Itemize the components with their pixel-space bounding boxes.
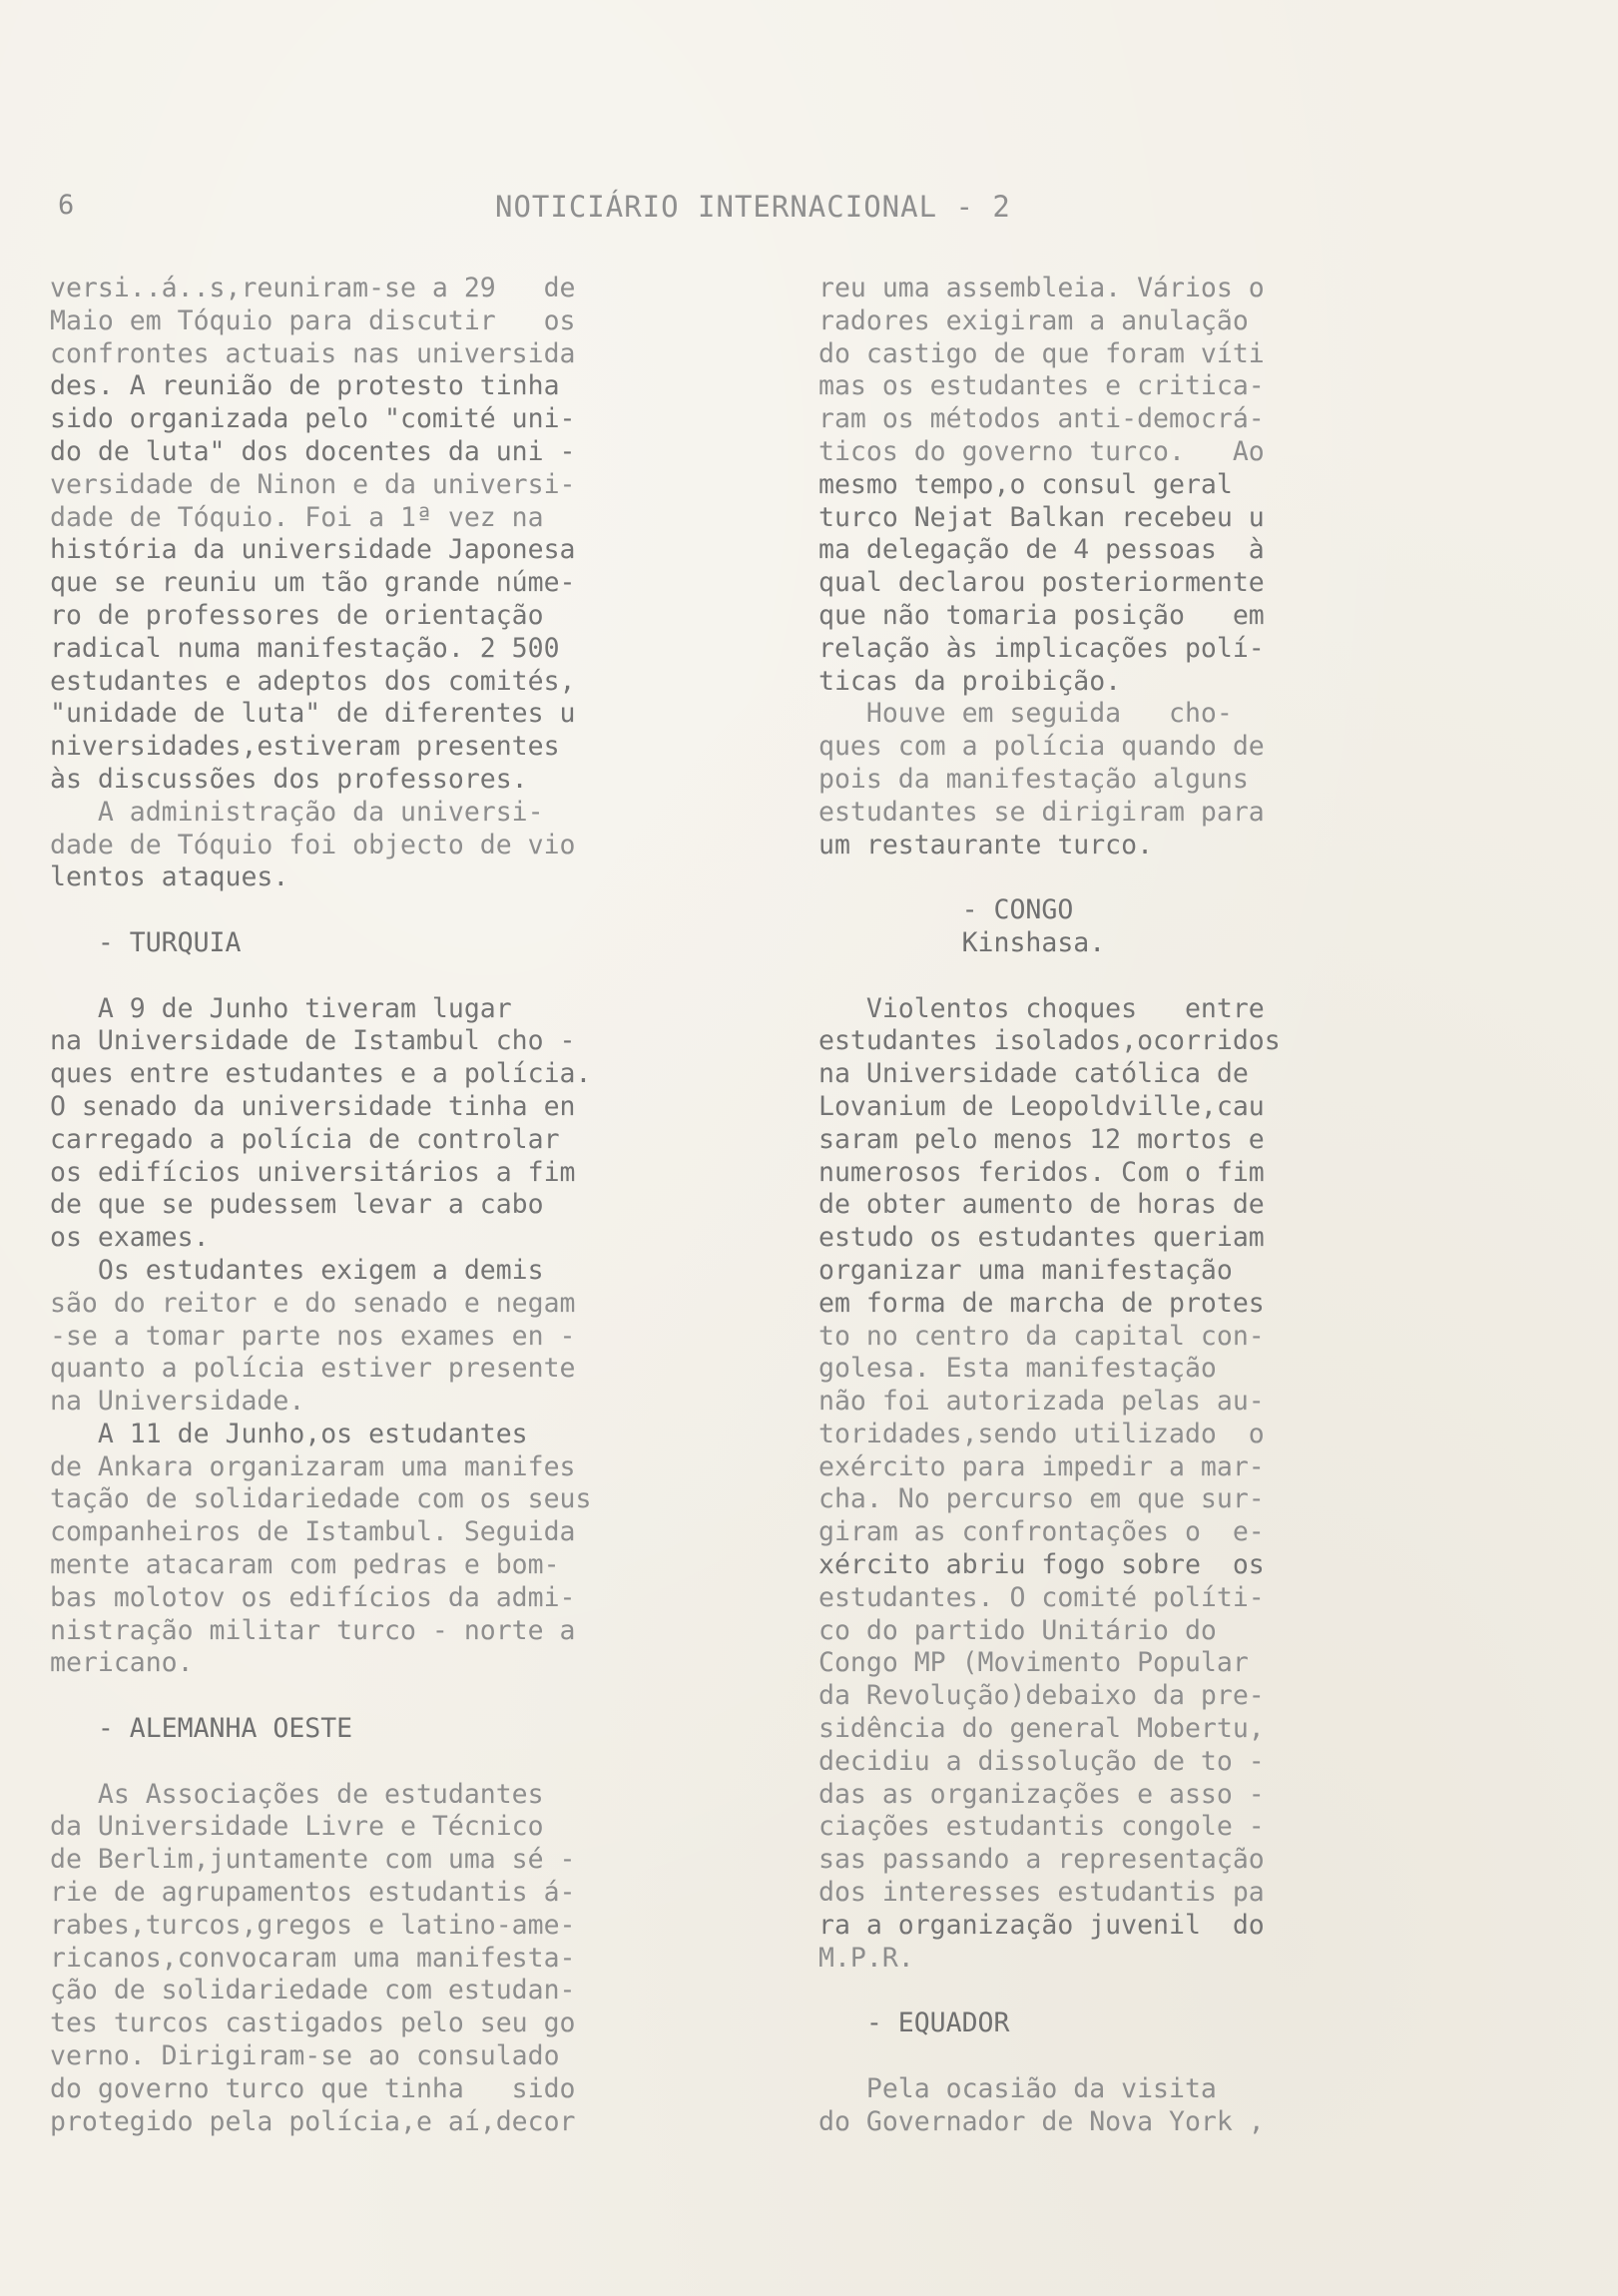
page-header: [0, 190, 1618, 230]
right-column: [818, 273, 1517, 2138]
right-column-line: pois da manifestação alguns: [818, 763, 1249, 795]
right-column-line: - EQUADOR: [818, 2008, 1010, 2039]
right-column-line: Pela ocasião da visita: [818, 2072, 1217, 2104]
left-column-line: rie de agrupamentos estudantis á-: [50, 1877, 576, 1909]
left-column-line: mente atacaram com pedras e bom-: [50, 1549, 560, 1581]
right-column-line: turco Nejat Balkan recebeu u: [818, 501, 1265, 533]
left-column-line: às discussões dos professores.: [50, 763, 528, 795]
right-column-line: Houve em seguida cho-: [818, 698, 1233, 730]
left-column-line: dade de Tóquio foi objecto de vio: [50, 829, 576, 861]
left-column-line: ricanos,convocaram uma manifesta-: [50, 1942, 576, 1974]
left-column-line: do de luta" dos docentes da uni -: [50, 435, 576, 467]
left-column-line: Maio em Tóquio para discutir os: [50, 304, 576, 336]
left-column-line: do governo turco que tinha sido: [50, 2072, 576, 2104]
right-column-line: ticos do governo turco. Ao: [818, 435, 1265, 467]
left-column-line: da Universidade Livre e Técnico: [50, 1811, 544, 1843]
left-column: [50, 273, 749, 2138]
right-column-line: [818, 1975, 1517, 2008]
right-column-line: estudo os estudantes queriam: [818, 1222, 1265, 1254]
right-column-line: qual declarou posteriormente: [818, 567, 1265, 599]
right-column-line: um restaurante turco.: [818, 829, 1154, 861]
left-column-line: niversidades,estiveram presentes: [50, 731, 560, 763]
left-column-line: tes turcos castigados pelo seu go: [50, 2008, 576, 2039]
right-column-line: Kinshasa.: [818, 926, 1106, 958]
left-column-line: na Universidade.: [50, 1386, 305, 1418]
left-column-line: de Berlim,juntamente com uma sé -: [50, 1844, 576, 1876]
right-column-line: estudantes se dirigiram para: [818, 796, 1265, 828]
left-column-line: quanto a polícia estiver presente: [50, 1353, 576, 1385]
right-column-line: da Revolução)debaixo da pre-: [818, 1680, 1265, 1712]
left-column-line: que se reuniu um tão grande núme-: [50, 567, 576, 599]
left-column-line: versidade de Ninon e da universi-: [50, 468, 576, 500]
left-column-line: os edifícios universitários a fim: [50, 1156, 576, 1188]
right-column-line: sas passando a representação: [818, 1844, 1265, 1876]
right-column-line: reu uma assembleia. Vários o: [818, 273, 1265, 303]
right-column-line: golesa. Esta manifestação: [818, 1353, 1217, 1385]
right-column-line: do castigo de que foram víti: [818, 337, 1265, 369]
right-column-line: Lovanium de Leopoldville,cau: [818, 1090, 1265, 1122]
page-number: 6: [58, 190, 75, 221]
right-column-line: estudantes isolados,ocorridos: [818, 1025, 1281, 1057]
left-column-line: des. A reunião de protesto tinha: [50, 370, 560, 402]
right-column-line: giram as confrontações o e-: [818, 1516, 1265, 1548]
left-column-line: Os estudantes exigem a demis: [50, 1254, 544, 1286]
right-column-line: organizar uma manifestação: [818, 1254, 1233, 1286]
left-column-line: rabes,turcos,gregos e latino-ame-: [50, 1909, 576, 1941]
left-column-line: nistração militar turco - norte a: [50, 1614, 576, 1646]
left-column-line: são do reitor e do senado e negam: [50, 1287, 576, 1319]
right-column-line: exército para impedir a mar-: [818, 1450, 1265, 1482]
left-column-line: história da universidade Japonesa: [50, 534, 576, 566]
left-column-line: carregado a polícia de controlar: [50, 1123, 560, 1155]
left-column-line: radical numa manifestação. 2 500: [50, 632, 560, 664]
right-column-line: [818, 960, 1517, 993]
right-column-line: ma delegação de 4 pessoas à: [818, 534, 1265, 566]
left-column-line: de Ankara organizaram uma manifes: [50, 1450, 576, 1482]
right-column-line: que não tomaria posição em: [818, 599, 1265, 631]
right-column-line: ques com a polícia quando de: [818, 731, 1265, 763]
left-column-line: O senado da universidade tinha en: [50, 1090, 576, 1122]
right-column-line: na Universidade católica de: [818, 1058, 1249, 1090]
right-column-line: numerosos feridos. Com o fim: [818, 1156, 1265, 1188]
left-column-line: A administração da universi-: [50, 796, 544, 828]
left-column-line: versi..á..s,reuniram-se a 29 de: [50, 273, 576, 303]
left-column-line: mericano.: [50, 1647, 194, 1679]
left-column-line: A 9 de Junho tiveram lugar: [50, 992, 512, 1024]
right-column-line: xército abriu fogo sobre os: [818, 1549, 1265, 1581]
right-column-line: decidiu a dissolução de to -: [818, 1745, 1265, 1777]
right-column-line: ra a organização juvenil do: [818, 1909, 1265, 1941]
left-column-line: sido organizada pelo "comité uni-: [50, 403, 576, 435]
left-column-line: na Universidade de Istambul cho -: [50, 1025, 576, 1057]
right-column-line: ciações estudantis congole -: [818, 1811, 1265, 1843]
left-column-line: verno. Dirigiram-se ao consulado: [50, 2040, 560, 2072]
left-column-line: - TURQUIA: [50, 926, 242, 958]
right-column-line: dos interesses estudantis pa: [818, 1877, 1265, 1909]
left-column-line: confrontes actuais nas universida: [50, 337, 576, 369]
left-column-line: protegido pela polícia,e aí,decor: [50, 2105, 576, 2137]
right-column-line: mas os estudantes e critica-: [818, 370, 1265, 402]
right-column-line: to no centro da capital con-: [818, 1320, 1265, 1352]
left-column-line: A 11 de Junho,os estudantes: [50, 1418, 528, 1449]
right-column-line: ticas da proibição.: [818, 665, 1122, 697]
left-column-line: tação de solidariedade com os seus: [50, 1483, 592, 1515]
left-column-line: ção de solidariedade com estudan-: [50, 1975, 576, 2007]
left-column-line: -se a tomar parte nos exames en -: [50, 1320, 576, 1352]
right-column-line: das as organizações e asso -: [818, 1778, 1265, 1810]
right-column-line: não foi autorizada pelas au-: [818, 1386, 1265, 1418]
left-column-line: os exames.: [50, 1222, 210, 1254]
left-column-line: - ALEMANHA OESTE: [50, 1713, 353, 1745]
right-column-line: saram pelo menos 12 mortos e: [818, 1123, 1265, 1155]
left-column-line: [50, 894, 749, 927]
left-column-line: As Associações de estudantes: [50, 1778, 544, 1810]
right-column-line: Violentos choques entre: [818, 992, 1265, 1024]
right-column-line: mesmo tempo,o consul geral: [818, 468, 1233, 500]
right-column-line: [818, 861, 1517, 894]
left-column-line: [50, 960, 749, 993]
right-column-line: sidência do general Mobertu,: [818, 1713, 1265, 1745]
left-column-line: bas molotov os edifícios da admi-: [50, 1581, 576, 1613]
left-column-line: companheiros de Istambul. Seguida: [50, 1516, 576, 1548]
right-column-line: em forma de marcha de protes: [818, 1287, 1265, 1319]
left-column-line: ques entre estudantes e a polícia.: [50, 1058, 592, 1090]
right-column-line: radores exigiram a anulação: [818, 304, 1249, 336]
right-column-line: toridades,sendo utilizado o: [818, 1418, 1265, 1449]
left-column-line: [50, 1680, 749, 1713]
right-column-line: Congo MP (Movimento Popular: [818, 1647, 1249, 1679]
running-title: NOTICIÁRIO INTERNACIONAL - 2: [495, 190, 1011, 224]
right-column-line: do Governador de Nova York ,: [818, 2105, 1265, 2137]
right-column-line: estudantes. O comité políti-: [818, 1581, 1265, 1613]
right-column-line: ram os métodos anti-democrá-: [818, 403, 1265, 435]
right-column-line: - CONGO: [818, 894, 1074, 926]
left-column-line: dade de Tóquio. Foi a 1ª vez na: [50, 501, 544, 533]
left-column-line: estudantes e adeptos dos comités,: [50, 665, 576, 697]
left-column-line: "unidade de luta" de diferentes u: [50, 698, 576, 730]
right-column-line: de obter aumento de horas de: [818, 1189, 1265, 1221]
left-column-line: lentos ataques.: [50, 861, 289, 893]
left-column-line: [50, 1746, 749, 1779]
left-column-line: ro de professores de orientação: [50, 599, 544, 631]
right-column-line: M.P.R.: [818, 1942, 914, 1974]
right-column-line: [818, 2040, 1517, 2073]
right-column-line: cha. No percurso em que sur-: [818, 1483, 1265, 1515]
right-column-line: relação às implicações polí-: [818, 632, 1265, 664]
left-column-line: de que se pudessem levar a cabo: [50, 1189, 544, 1221]
right-column-line: co do partido Unitário do: [818, 1614, 1217, 1646]
